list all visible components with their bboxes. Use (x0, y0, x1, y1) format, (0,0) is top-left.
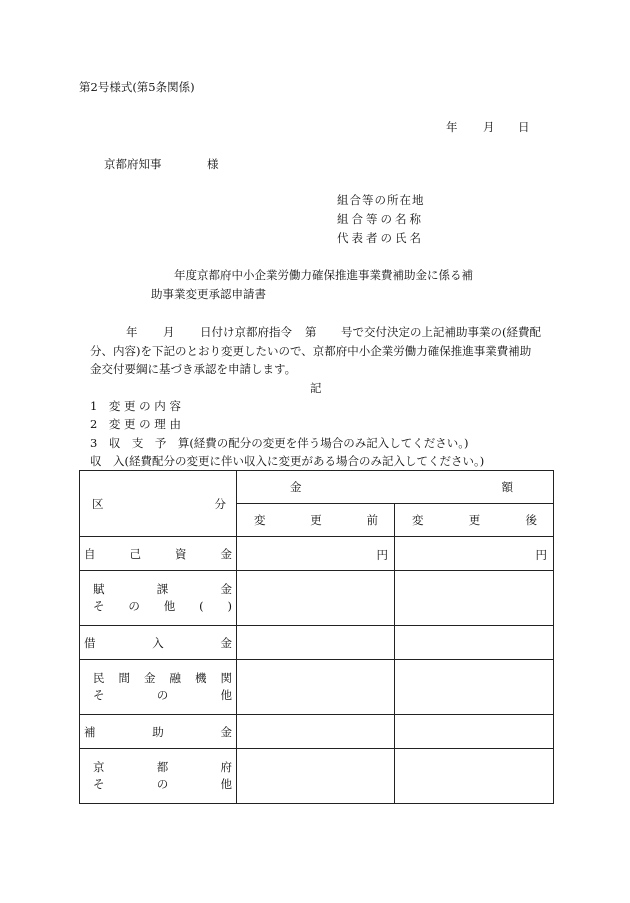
body-dai: 第 (305, 325, 317, 339)
body-line2: 分、内容)を下記のとおり変更したいので、京都府中小企業労働力確保推進事業費補助 (90, 344, 532, 358)
before-cell[interactable] (237, 660, 395, 715)
after-cell[interactable] (395, 571, 554, 626)
after-cell[interactable] (395, 626, 554, 660)
table-row (80, 715, 554, 749)
table-row (80, 660, 554, 715)
date-year: 年 (446, 120, 458, 134)
item-change-reason: 2 変 更 の 理 由 (90, 417, 181, 431)
header-category (80, 471, 237, 537)
form-number: 第2号様式(第5条関係) (79, 80, 195, 94)
item-change-content: 1 変 更 の 内 容 (90, 399, 181, 413)
applicant-name-label: 組合等の名称 (337, 212, 424, 226)
addressee-honorific: 様 (207, 157, 219, 171)
doc-title-line2: 助事業変更承認申請書 (151, 287, 266, 301)
page-bottom-mask (0, 805, 630, 903)
before-cell[interactable] (237, 715, 395, 749)
before-cell[interactable] (237, 749, 395, 804)
applicant-address-label: 組合等の所在地 (337, 193, 425, 207)
body-line3: 金交付要綱に基づき承認を申請します。 (90, 362, 297, 376)
ki-heading: 記 (310, 381, 322, 395)
applicant-rep-label: 代表者の氏名 (337, 231, 424, 245)
income-table (79, 470, 554, 804)
before-cell[interactable] (237, 537, 395, 571)
row-label: 借 入 金 (80, 626, 237, 660)
yen-unit: 円 (376, 547, 388, 562)
income-heading: 収 入(経費配分の変更に伴い収入に変更がある場合のみ記入してください。) (90, 454, 485, 468)
table-row (80, 571, 554, 626)
addressee-title: 京都府知事 (104, 157, 162, 171)
body-month: 月 (163, 325, 175, 339)
doc-title-line1: 年度京都府中小企業労働力確保推進事業費補助金に係る補 (174, 268, 473, 282)
after-cell[interactable] (395, 660, 554, 715)
body-year: 年 (126, 325, 138, 339)
header-amount (237, 471, 554, 504)
after-cell[interactable] (395, 537, 554, 571)
header-category-ku: 区 (92, 496, 104, 511)
row-label: 京 都 府 そ の 他 (80, 749, 237, 804)
row-label: 民 間 金 融 機 関 そ の 他 (80, 660, 237, 715)
row-label: 賦 課 金 そ の 他 ( ) (80, 571, 237, 626)
header-after: 変 更 後 (395, 504, 554, 537)
header-category-bun: 分 (214, 496, 226, 511)
row-label: 補 助 金 (80, 715, 237, 749)
body-line1-rest: 号で交付決定の上記補助事業の(経費配 (341, 325, 541, 339)
header-amount-kin: 金 (290, 480, 302, 494)
before-cell[interactable] (237, 626, 395, 660)
after-cell[interactable] (395, 715, 554, 749)
header-before: 変 更 前 (237, 504, 395, 537)
body-date-issuer: 日付け京都府指令 (200, 325, 292, 339)
yen-unit: 円 (535, 547, 547, 562)
table-row (80, 537, 554, 571)
before-cell[interactable] (237, 571, 395, 626)
row-label: 自 己 資 金 (80, 537, 237, 571)
date-day: 日 (518, 120, 530, 134)
header-amount-gaku: 額 (501, 480, 513, 494)
item-budget: 3 収 支 予 算(経費の配分の変更を伴う場合のみ記入してください。) (90, 436, 469, 450)
table-row (80, 749, 554, 804)
after-cell[interactable] (395, 749, 554, 804)
date-month: 月 (483, 120, 495, 134)
table-row (80, 626, 554, 660)
